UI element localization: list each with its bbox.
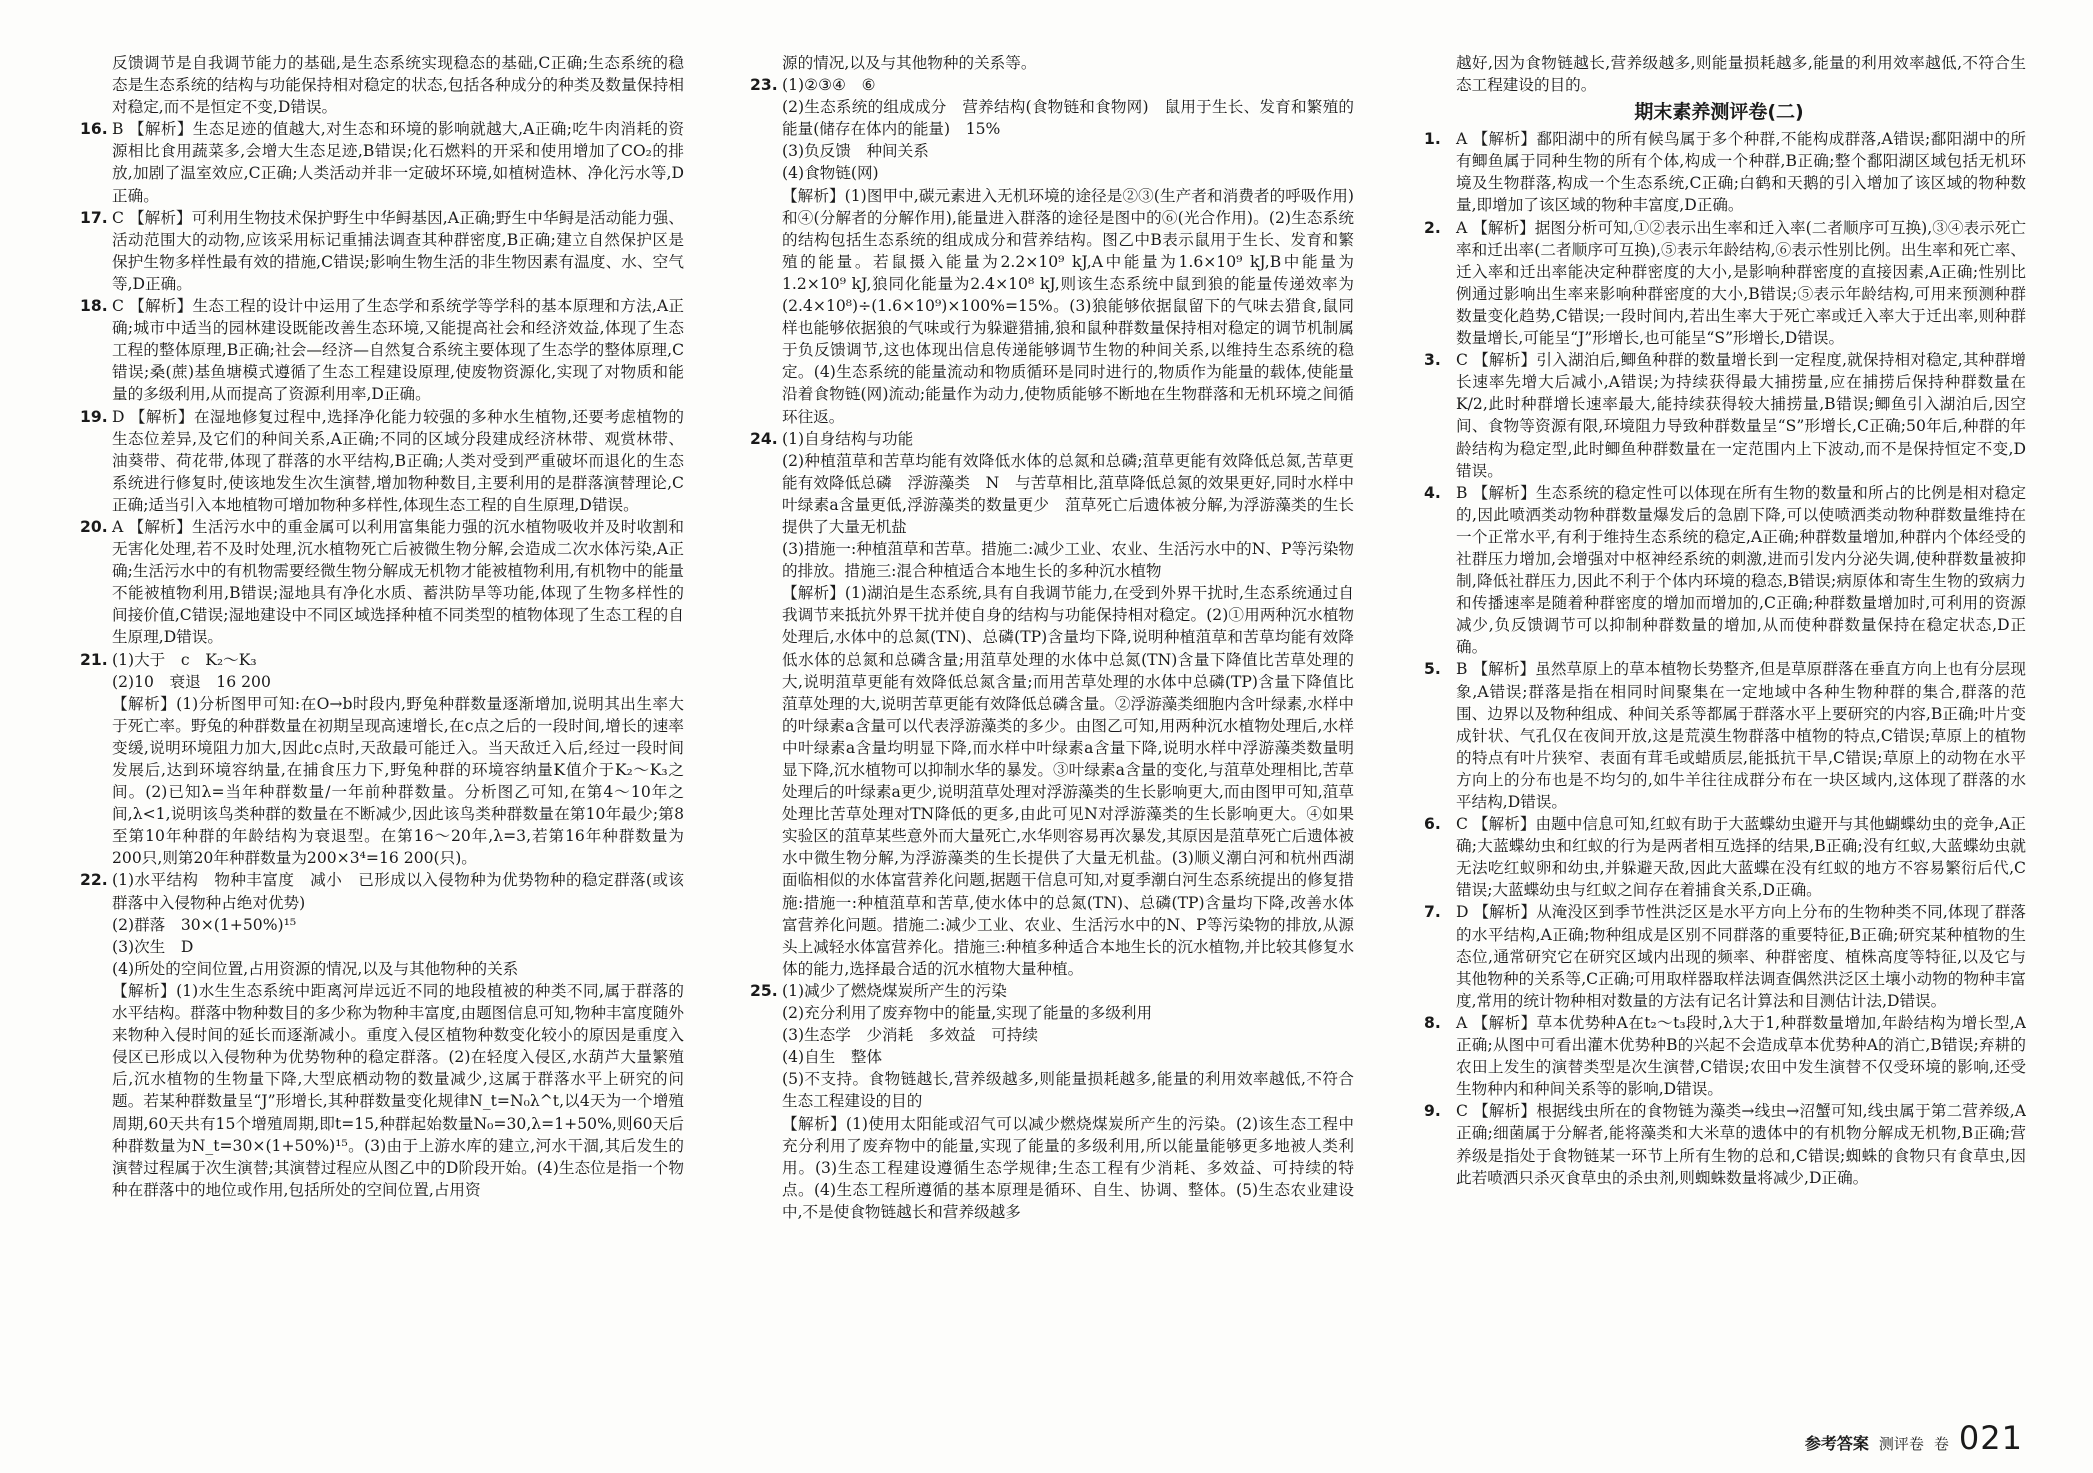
explanation: 【解析】(1)分析图甲可知:在O→b时段内,野兔种群数量逐渐增加,说明其出生率大于死亡率。野兔的种群数量在初期呈现高速增长,在c点之后的一段时间,增长的速率变缓,说明环境阻力加大,因此c点时,天敌最可能迁入。当天敌迁入后,经过一段时间发展后,达到环境容纳量,在捕食压力下,野兔种群的环境容纳量K值介于K₂～K₃之间。(2)已知λ=当年种群数量/一年前种群数量。分析图乙可知,在第4～10年之间,λ<1,说明该鸟类种群的数量在不断减少,因此该鸟类种群数量在第10年最少;第8至第10年种群的年龄结构为衰退型。在第16～20年,λ=3,若第16年种群数量为200只,则第20年种群数量为200×3⁴=16 200(只)。 bbox=[112, 694, 684, 868]
answer-text: D 【解析】从淹没区到季节性洪泛区是水平方向上分布的生物种类不同,体现了群落的水平结构,A正确;物种组成是区别不同群落的重要特征,B正确;研究某种植物的生态位,通常研究它在研究区域内出现的频率、种群密度、植株高度等特征,以及它与其他物种的关系等,C正确;可用取样器取样法调查偶然洪泛区土壤小动物的物种丰富度,常用的统计物种相对数量的方法有记名计算法和目测估计法,D错误。 bbox=[1456, 903, 2026, 1010]
question-number: 21. bbox=[80, 650, 108, 669]
question-number: 1. bbox=[1424, 130, 1441, 149]
page-number: 021 bbox=[1958, 1419, 2023, 1457]
answer-22 bbox=[68, 869, 684, 1200]
answer-line: (4)食物链(网) bbox=[782, 164, 879, 183]
answer-24 bbox=[738, 428, 1354, 980]
answer-text: A 【解析】草本优势种A在t₂～t₃段时,λ大于1,种群数量增加,年龄结构为增长型,A正确;从图中可看出灌木优势种B的兴起不会造成草本优势种A的消亡,B错误;弃耕的农田上发生的演替类型是次生演替,C错误;农田中发生演替不仅受环境的影响,还受生物种内和种间关系等的影响,D错误。 bbox=[1456, 1013, 2026, 1099]
paragraph: 越好,因为食物链越长,营养级越多,则能量损耗越多,能量的利用效率越低,不符合生态工程建设的目的。 bbox=[1456, 54, 2026, 95]
answer-5 bbox=[1412, 658, 2026, 813]
question-number: 7. bbox=[1424, 903, 1441, 922]
answer-6 bbox=[1412, 813, 2026, 901]
answer-25 bbox=[738, 980, 1354, 1223]
question-number: 20. bbox=[80, 517, 108, 536]
answer-9 bbox=[1412, 1100, 2026, 1188]
answer-text: A 【解析】据图分析可知,①②表示出生率和迁入率(二者顺序可互换),③④表示死亡率和迁出率(二者顺序可互换),⑤表示年龄结构,⑥表示性别比例。出生率和死亡率、迁入率和迁出率能决定种群密度的大小,是影响种群密度的直接因素,A正确;性别比例通过影响出生率来影响种群密度的大小,B错误;⑤表示年龄结构,可用来预测种群数量变化趋势,C错误;一段时间内,若出生率大于死亡率或迁入率大于迁出率,则种群数量增长,可能呈“J”形增长,也可能呈“S”形增长,D错误。 bbox=[1456, 218, 2026, 348]
explanation: 【解析】(1)图甲中,碳元素进入无机环境的途径是②③(生产者和消费者的呼吸作用)和④(分解者的分解作用),能量进入群落的途径是图中的⑥(光合作用)。(2)生态系统的结构包括生态系统的组成成分和营养结构。图乙中B表示鼠用于生长、发育和繁殖的能量。若鼠摄入能量为2.2×10⁹ kJ,A中能量为1.6×10⁹ kJ,B中能量为1.2×10⁹ kJ,狼同化能量为2.4×10⁸ kJ,则该生态系统中鼠到狼的能量传递效率为(2.4×10⁸)÷(1.6×10⁹)×100%=15%。(3)狼能够依据鼠留下的气味去猎食,鼠同样也能够依据狼的气味或行为躲避猎捕,狼和鼠种群数量保持相对稳定的调节机制属于负反馈调节,这也体现出信息传递能够调节生物的种间关系,以维持生态系统的稳定。(4)生态系统的能量流动和物质循环是同时进行的,物质作为能量的载体,使能量沿着食物链(网)流动;能量作为动力,使物质能够不断地在生物群落和无机环境之间循环往返。 bbox=[782, 186, 1354, 426]
answer-line: (2)10 衰退 16 200 bbox=[112, 672, 271, 691]
answer-text: C 【解析】由题中信息可知,红蚁有助于大蓝蝶幼虫避开与其他蝴蝶幼虫的竞争,A正确;大蓝蝶幼虫和红蚁的行为是两者相互选择的结果,B正确;没有红蚁,大蓝蝶幼虫就无法吃红蚁卵和幼虫,并躲避天敌,因此大蓝蝶在没有红蚁的地方不容易繁衍后代,C错误;大蓝蝶幼虫与红蚁之间存在着捕食关系,D正确。 bbox=[1456, 815, 2026, 900]
question-number: 6. bbox=[1424, 815, 1441, 834]
answer-line: (3)生态学 少消耗 多效益 可持续 bbox=[782, 1026, 1038, 1045]
answer-19 bbox=[68, 406, 684, 516]
paragraph: 源的情况,以及与其他物种的关系等。 bbox=[782, 54, 1037, 72]
question-number: 16. bbox=[80, 120, 108, 139]
answer-line: (3)次生 D bbox=[112, 937, 194, 956]
answer-line: (3)负反馈 种间关系 bbox=[782, 142, 929, 161]
answer-text: B 【解析】生态系统的稳定性可以体现在所有生物的数量和所占的比例是相对稳定的,因此喷洒类动物种群数量爆发后的急剧下降,可以使喷洒类动物种群数量维持在一个正常水平,有利于维持生态系统的稳定,A正确;种群数量增加,种群内个体经受的社群压力增加,会增强对中枢神经系统的刺激,进而引发内分泌失调,使种群数量被抑制,降低社群压力,因此不利于个体内环境的稳态,B错误;病原体和寄生生物的致病力和传播速率是随着种群密度的增加而增加的,C正确;种群数量增加时,可利用的资源减少,负反馈调节可以抑制种群数量的增加,从而使种群数量保持在稳定状态,D正确。 bbox=[1456, 483, 2026, 657]
answer-line: (1)大于 c K₂～K₃ bbox=[112, 650, 257, 669]
answer-4 bbox=[1412, 482, 2026, 659]
column-right bbox=[1412, 52, 2026, 1412]
footer-label: 参考答案 bbox=[1804, 1434, 1869, 1453]
question-number: 25. bbox=[750, 981, 778, 1000]
answer-text: D 【解析】在湿地修复过程中,选择净化能力较强的多种水生植物,还要考虑植物的生态位差异,及它们的种间关系,A正确;不同的区域分段建成经济林带、观赏林带、油葵带、荷花带,体现了群落的水平结构,B正确;人类对受到严重破坏而退化的生态系统进行修复时,使该地发生次生演替,增加物种数目,主要利用的是群落演替理论,C正确;适当引入本地植物可增加物种多样性,体现生态工程的自生原理,D错误。 bbox=[112, 407, 684, 514]
answer-17 bbox=[68, 207, 684, 295]
answer-text: A 【解析】鄱阳湖中的所有候鸟属于多个种群,不能构成群落,A错误;鄱阳湖中的所有鲫鱼属于同种生物的所有个体,构成一个种群,B正确;整个鄱阳湖区域包括无机环境及生物群落,构成一个生态系统,C正确;白鹤和天鹅的引入增加了该区域的物种数量,即增加了该区域的物种丰富度,D正确。 bbox=[1456, 130, 2026, 215]
answer-21 bbox=[68, 649, 684, 870]
question-number: 19. bbox=[80, 407, 108, 426]
question-number: 5. bbox=[1424, 660, 1441, 679]
answer-3 bbox=[1412, 349, 2026, 482]
answer-text: C 【解析】可利用生物技术保护野生中华鲟基因,A正确;野生中华鲟是活动能力强、活动范围大的动物,应该采用标记重捕法调查其种群密度,B正确;建立自然保护区是保护生物多样性最有效的措施,C错误;影响生物生活的非生物因素有温度、水、空气等,D正确。 bbox=[112, 208, 684, 293]
footer-vol: 卷 bbox=[1933, 1435, 1949, 1453]
question-number: 3. bbox=[1424, 351, 1441, 370]
column-left bbox=[68, 52, 684, 1412]
answer-line: (5)不支持。食物链越长,营养级越多,则能量损耗越多,能量的利用效率越低,不符合生态工程建设的目的 bbox=[782, 1070, 1354, 1111]
answer-line: (2)充分利用了废弃物中的能量,实现了能量的多级利用 bbox=[782, 1004, 1153, 1023]
answer-text: A 【解析】生活污水中的重金属可以利用富集能力强的沉水植物吸收并及时收割和无害化处理,若不及时处理,沉水植物死亡后被微生物分解,会造成二次水体污染,A正确;生活污水中的有机物需要经微生物分解成无机物才能被植物利用,有机物中的能量不能被植物利用,B错误;湿地具有净化水质、蓄洪防旱等功能,体现了生物多样性的间接价值,C错误;湿地建设中不同区域选择种植不同类型的植物体现了生态工程的自生原理,D错误。 bbox=[112, 517, 684, 647]
answer-18 bbox=[68, 295, 684, 405]
answer-2 bbox=[1412, 217, 2026, 350]
answer-23 bbox=[738, 74, 1354, 428]
answer-16 bbox=[68, 118, 684, 206]
answer-text: C 【解析】引入湖泊后,鲫鱼种群的数量增长到一定程度,就保持相对稳定,其种群增长速率先增大后减小,A错误;为持续获得最大捕捞量,应在捕捞后保持种群数量在K/2,此时种群增长速率最大,能持续获得较大捕捞量,B错误;鲫鱼引入湖泊后,因空间、食物等资源有限,环境阻力导致种群数量呈“S”形增长,C正确;50年后,种群的年龄结构为稳定型,此时鲫鱼种群数量在一定范围内上下波动,而不是保持恒定不变,D错误。 bbox=[1456, 351, 2026, 480]
question-number: 8. bbox=[1424, 1013, 1441, 1032]
explanation: 【解析】(1)使用太阳能或沼气可以减少燃烧煤炭所产生的污染。(2)该生态工程中充分利用了废弃物中的能量,实现了能量的多级利用,所以能量能够更多地被人类利用。(3)生态工程建设遵循生态学规律;生态工程有少消耗、多效益、可持续的特点。(4)生态工程所遵循的基本原理是循环、自生、协调、整体。(5)生态农业建设中,不是使食物链越长和营养级越多 bbox=[782, 1114, 1354, 1221]
answer-text: C 【解析】根据线虫所在的食物链为藻类→线虫→沼蟹可知,线虫属于第二营养级,A正确;细菌属于分解者,能将藻类和大米草的遗体中的有机物分解成无机物,B正确;营养级是指处于食物链某一环节上所有生物的总和,C错误;蜘蛛的食物只有食草虫,因此若喷洒只杀灭食草虫的杀虫剂,则蜘蛛数量将减少,D正确。 bbox=[1456, 1102, 2026, 1187]
question-number: 24. bbox=[750, 429, 778, 448]
paragraph: 反馈调节是自我调节能力的基础,是生态系统实现稳态的基础,C正确;生态系统的稳态是生态系统的结构与功能保持相对稳定的状态,包括各种成分的种类及数量保持相对稳定,而不是恒定不变,D错误。 bbox=[112, 54, 684, 117]
column-middle bbox=[738, 52, 1354, 1412]
answer-7 bbox=[1412, 901, 2026, 1011]
question-number: 18. bbox=[80, 297, 108, 316]
answer-8 bbox=[1412, 1012, 2026, 1100]
question-number: 23. bbox=[750, 76, 778, 95]
answer-20 bbox=[68, 516, 684, 649]
answer-line: (1)②③④ ⑥ bbox=[782, 76, 876, 95]
question-number: 4. bbox=[1424, 483, 1441, 502]
answer-text: B 【解析】生态足迹的值越大,对生态和环境的影响就越大,A正确;吃牛肉消耗的资源相比食用蔬菜多,会增大生态足迹,B错误;化石燃料的开采和使用增加了CO₂的排放,加剧了温室效应,C正确;人类活动并非一定破坏环境,如植树造林、净化污水等,D正确。 bbox=[112, 120, 684, 205]
explanation: 【解析】(1)水生生态系统中距离河岸远近不同的地段植被的种类不同,属于群落的水平结构。群落中物种数目的多少称为物种丰富度,由题图信息可知,物种丰富度随外来物种入侵时间的延长而逐渐减小。重度入侵区植物种数变化较小的原因是重度入侵区已形成以入侵物种为优势物种的稳定群落。(2)在轻度入侵区,水葫芦大量繁殖后,沉水植物的生物量下降,大型底栖动物的数量减少,这属于群落水平上研究的问题。若某种群数量呈“J”形增长,其种群数量变化规律N_t=N₀λ^t,以4天为一个增殖周期,60天共有15个增殖周期,即t=15,种群起始数量N₀=30,λ=1+50%,则60天后种群数量为N_t=30×(1+50%)¹⁵。(3)由于上游水库的建立,河水干涸,其后发生的演替过程属于次生演替;其演替过程应从图乙中的D阶段开始。(4)生态位是指一个物种在群落中的地位或作用,包括所处的空间位置,占用资 bbox=[112, 981, 684, 1199]
question-number: 22. bbox=[80, 871, 108, 890]
question-number: 17. bbox=[80, 208, 108, 227]
answer-line: (4)所处的空间位置,占用资源的情况,以及与其他物种的关系 bbox=[112, 959, 519, 978]
explanation: 【解析】(1)湖泊是生态系统,具有自我调节能力,在受到外界干扰时,生态系统通过自我调节来抵抗外界干扰并使自身的结构与功能保持相对稳定。(2)①用两种沉水植物处理后,水体中的总氮(TN)、总磷(TP)含量均下降,说明种植菹草和苦草均能有效降低水体的总氮和总磷含量;用菹草处理的水体中总氮(TN)含量下降值比苦草处理的大,说明菹草更能有效降低总氮含量;而用苦草处理的水体中总磷(TP)含量下降值比菹草处理的大,说明苦草更能有效降低总磷含量。②浮游藻类细胞内含叶绿素,水样中的叶绿素a含量可以代表浮游藻类的多少。由图乙可知,用两种沉水植物处理后,水样中叶绿素a含量均明显下降,而水样中叶绿素a含量下降,说明水样中浮游藻类数量明显下降,沉水植物可以抑制水华的暴发。③叶绿素a含量的变化,与菹草处理相比,苦草处理后的叶绿素a更少,说明菹草处理对浮游藻类的生长影响更大,而由图甲可知,菹草处理比苦草处理对TN降低的更多,由此可见N对浮游藻类的生长影响更大。④如果实验区的菹草某些意外而大量死亡,水华则容易再次暴发,其原因是菹草死亡后遗体被水中微生物分解,为浮游藻类的生长提供了大量无机盐。(3)顺义潮白河和杭州西湖面临相似的水体富营养化问题,据题干信息可知,对夏季潮白河生态系统提出的修复措施:措施一:种植菹草和苦草,使水体中的总氮(TN)、总磷(TP)含量均下降,改善水体富营养化问题。措施二:减少工业、农业、生活污水中的N、P等污染物的排放,从源头上减轻水体富营养化。措施三:种植多种适合本地生长的沉水植物,并比较其修复水体的能力,选择最合适的沉水植物大量种植。 bbox=[782, 584, 1354, 978]
answer-line: (1)减少了燃烧煤炭所产生的污染 bbox=[782, 981, 1007, 1000]
footer-type: 测评卷 bbox=[1878, 1435, 1924, 1453]
answer-line: (2)群落 30×(1+50%)¹⁵ bbox=[112, 915, 297, 934]
answer-line: (4)自生 整体 bbox=[782, 1048, 883, 1067]
answer-line: (3)措施一:种植菹草和苦草。措施二:减少工业、农业、生活污水中的N、P等污染物的排放。措施三:混合种植适合本地生长的多种沉水植物 bbox=[782, 540, 1354, 581]
answer-text: C 【解析】生态工程的设计中运用了生态学和系统学等学科的基本原理和方法,A正确;城市中适当的园林建设既能改善生态环境,又能提高社会和经济效益,体现了生态工程的整体原理,B正确;社会—经济—自然复合系统主要体现了生态学的整体原理,C错误;桑(蔗)基鱼塘模式遵循了生态工程建设原理,使废物资源化,实现了对物质和能量的多级利用,从而提高了资源利用率,D正确。 bbox=[112, 297, 684, 404]
answer-line: (2)生态系统的组成成分 营养结构(食物链和食物网) 鼠用于生长、发育和繁殖的能量(储存在体内的能量) 15% bbox=[782, 98, 1354, 139]
answer-line: (1)水平结构 物种丰富度 减小 已形成以入侵物种为优势物种的稳定群落(或该群落中入侵物种占绝对优势) bbox=[112, 871, 684, 912]
page-footer bbox=[1805, 1419, 2023, 1457]
question-number: 2. bbox=[1424, 218, 1441, 237]
question-number: 9. bbox=[1424, 1102, 1441, 1121]
answer-line: (1)自身结构与功能 bbox=[782, 429, 914, 448]
answer-1 bbox=[1412, 128, 2026, 216]
section-title: 期末素养测评卷(二) bbox=[1634, 101, 1804, 124]
answer-text: B 【解析】虽然草原上的草本植物长势整齐,但是草原群落在垂直方向上也有分层现象,A错误;群落是指在相同时间聚集在一定地域中各种生物种群的集合,群落的范围、边界以及物种组成、种间关系等都属于群落水平上要研究的内容,B正确;叶片变成针状、气孔仅在夜间开放,这是荒漠生物群落中植物的特点,C错误;草原上的植物的特点有叶片狭窄、表面有茸毛或蜡质层,能抵抗干旱,C错误;草原上的动物在水平方向上的分布也是不均匀的,如牛羊往往成群分布在一块区域内,这体现了群落的水平结构,D错误。 bbox=[1456, 660, 2026, 811]
answer-line: (2)种植菹草和苦草均能有效降低水体的总氮和总磷;菹草更能有效降低总氮,苦草更能有效降低总磷 浮游藻类 N 与苦草相比,菹草降低总氮的效果更好,同时水样中叶绿素a含量更低,浮游藻类的数量更少 菹草死亡后遗体被分解,为浮游藻类的生长提供了大量无机盐 bbox=[782, 451, 1354, 536]
